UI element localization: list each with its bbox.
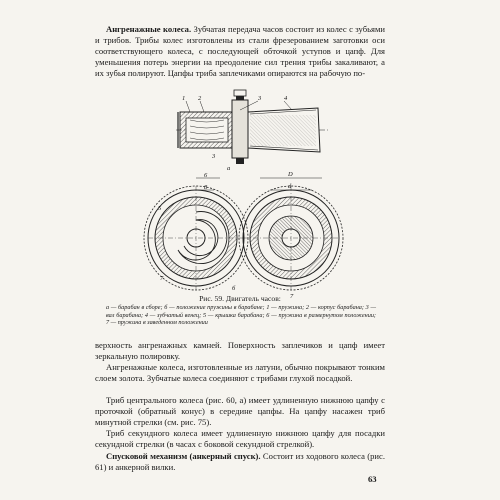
- paragraph-1: [95, 340, 385, 362]
- label-5: 5: [158, 205, 162, 212]
- paragraph-intro-text: Зубчатая передача часов состоит из колес с зубьями и трибов. Трибы колес изготовлены из стали фрезерованием заготовки оси соответствующего колеса, с последующей обточкой уступов и цапф. Для уменьшения потерь энергии на преодоление сил трения трибы закаливают, а их зубья полируют. Цапфы триба заплечиками опираются на рабочую по-: [95, 24, 385, 78]
- label-d: d: [288, 183, 292, 190]
- barrel-left-unwound-view: [144, 172, 248, 292]
- paragraph-5: [95, 451, 385, 473]
- label-4: 4: [284, 95, 288, 102]
- paragraph-heading: Ангренажные колеса.: [106, 24, 192, 34]
- paragraph-2: [95, 362, 385, 384]
- subfigure-label-b: б: [232, 285, 236, 292]
- paragraph-4: [95, 428, 385, 450]
- label-7-left: 7: [160, 275, 164, 282]
- label-8: 8: [204, 184, 208, 191]
- paragraph-3: [95, 395, 385, 428]
- label-2: 2: [198, 95, 202, 102]
- label-D: D: [288, 171, 293, 178]
- paragraph-5-text: Состоит из ходового колеса (рис. 61) и анкерной вилки.: [95, 451, 385, 472]
- paragraph-4-text: Триб секундного колеса имеет удлиненную нижнюю цапфу для посадки секундной стрелки (в часах с боковой секундной стрелкой).: [95, 428, 385, 449]
- page-number: 63: [368, 474, 377, 484]
- label-3-bottom: 3: [212, 153, 216, 160]
- barrel-assembly-side-view: [176, 90, 330, 172]
- label-1: 1: [182, 95, 186, 102]
- paragraph-5-heading: Спусковой механизм (анкерный спуск).: [106, 451, 261, 461]
- paragraph-1-text: верхность ангренажных камней. Поверхность заплечиков и цапф имеет зеркальную полировку.: [95, 340, 385, 361]
- paragraph-3-text: Триб центрального колеса (рис. 60, а) имеет удлиненную нижнюю цапфу с проточкой (обратный конус) в середине цапфы. На цапфу насажен триб минутной стрелки (см. рис. 75).: [95, 395, 385, 427]
- figure-caption-text: а — барабан в сборе; б — положение пружины в барабане; 1 — пружина; 2 — корпус барабана; 3 — вал барабана; 4 — зубчатый венец; 5 — крышка барабана; 6 — пружина в развернутом положении; 7 — пружина в заведенном положении: [106, 304, 376, 327]
- barrel-right-wound-view: [239, 171, 343, 300]
- label-3: 3: [258, 95, 262, 102]
- label-7-right: 7: [290, 293, 294, 300]
- figure-caption-title: Рис. 59. Двигатель часов:: [199, 294, 281, 303]
- paragraph-2-text: Ангренажные колеса, изготовленные из латуни, обычно покрывают тонким слоем золота. Зубчатые колеса соединяют с трибами глухой посадкой.: [95, 362, 385, 383]
- subfigure-label-a: а: [227, 165, 231, 172]
- label-6: 6: [204, 172, 208, 179]
